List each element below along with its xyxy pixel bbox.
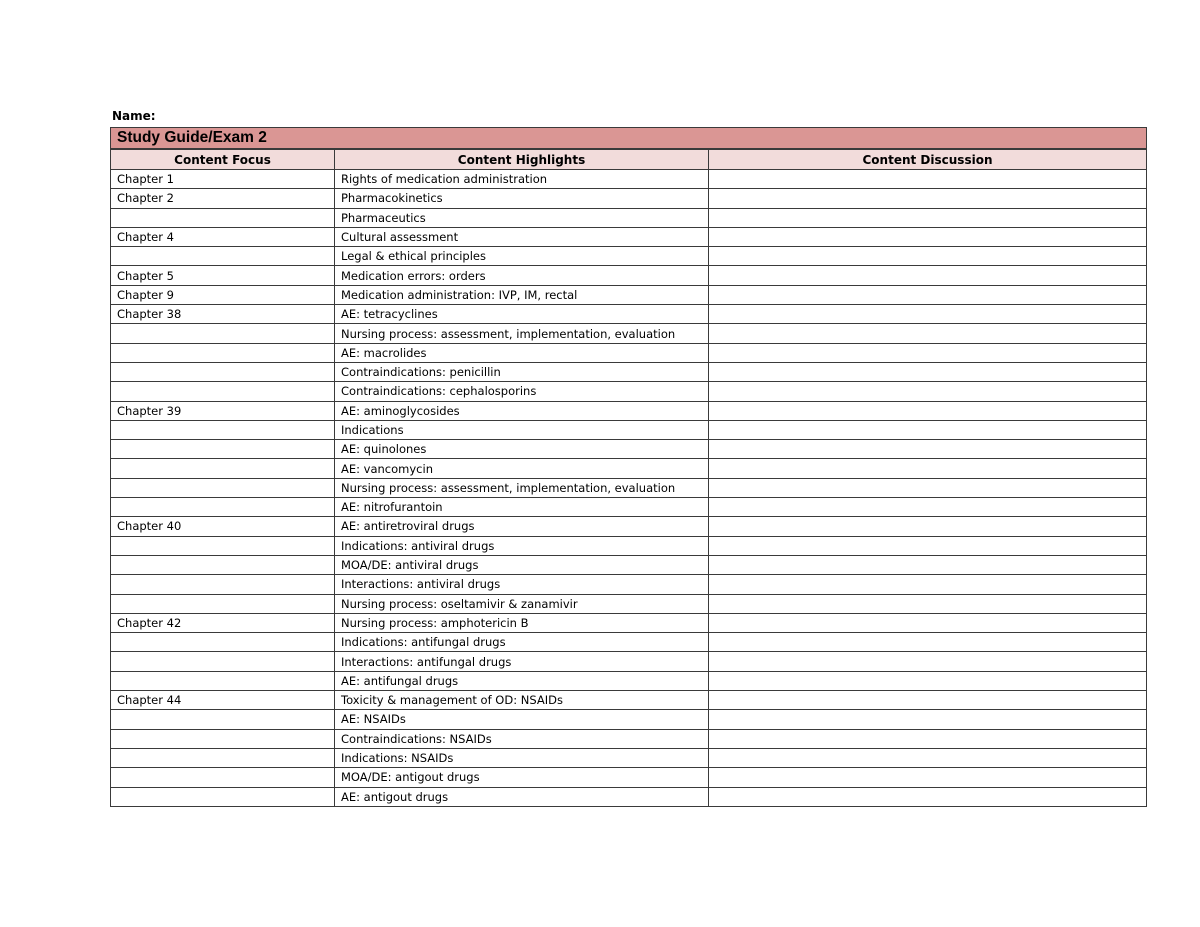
table-row <box>111 671 1147 690</box>
content-discussion-cell[interactable] <box>709 170 1147 189</box>
table-row <box>111 748 1147 767</box>
table-row <box>111 170 1147 189</box>
content-discussion-cell[interactable] <box>709 478 1147 497</box>
content-discussion-cell[interactable] <box>709 652 1147 671</box>
table-row <box>111 401 1147 420</box>
content-highlights-cell: Indications <box>335 420 709 439</box>
content-focus-cell <box>111 768 335 787</box>
content-focus-cell: Chapter 39 <box>111 401 335 420</box>
table-row <box>111 691 1147 710</box>
content-focus-cell: Chapter 2 <box>111 189 335 208</box>
content-highlights-cell: Nursing process: assessment, implementation, evaluation <box>335 478 709 497</box>
content-discussion-cell[interactable] <box>709 710 1147 729</box>
content-highlights-cell: Medication errors: orders <box>335 266 709 285</box>
content-discussion-cell[interactable] <box>709 729 1147 748</box>
study-guide-table <box>110 127 1147 807</box>
content-focus-cell: Chapter 40 <box>111 517 335 536</box>
content-discussion-cell[interactable] <box>709 671 1147 690</box>
table-title: Study Guide/Exam 2 <box>111 128 1147 150</box>
content-focus-cell <box>111 652 335 671</box>
content-focus-cell: Chapter 44 <box>111 691 335 710</box>
content-highlights-cell: AE: antigout drugs <box>335 787 709 806</box>
content-highlights-cell: AE: nitrofurantoin <box>335 498 709 517</box>
table-row <box>111 227 1147 246</box>
content-highlights-cell: Nursing process: oseltamivir & zanamivir <box>335 594 709 613</box>
content-discussion-cell[interactable] <box>709 420 1147 439</box>
content-discussion-cell[interactable] <box>709 401 1147 420</box>
content-discussion-cell[interactable] <box>709 189 1147 208</box>
content-discussion-cell[interactable] <box>709 324 1147 343</box>
content-highlights-cell: Indications: antiviral drugs <box>335 536 709 555</box>
content-discussion-cell[interactable] <box>709 440 1147 459</box>
content-focus-cell: Chapter 5 <box>111 266 335 285</box>
content-discussion-cell[interactable] <box>709 459 1147 478</box>
table-row <box>111 613 1147 632</box>
table-row <box>111 382 1147 401</box>
content-highlights-cell: Contraindications: penicillin <box>335 362 709 381</box>
header-content-highlights: Content Highlights <box>335 149 709 170</box>
content-focus-cell <box>111 787 335 806</box>
content-highlights-cell: AE: antiretroviral drugs <box>335 517 709 536</box>
content-highlights-cell: AE: tetracyclines <box>335 305 709 324</box>
content-focus-cell: Chapter 1 <box>111 170 335 189</box>
table-row <box>111 787 1147 806</box>
table-row <box>111 343 1147 362</box>
content-highlights-cell: Legal & ethical principles <box>335 247 709 266</box>
content-discussion-cell[interactable] <box>709 613 1147 632</box>
content-focus-cell <box>111 478 335 497</box>
content-highlights-cell: Indications: antifungal drugs <box>335 633 709 652</box>
table-row <box>111 324 1147 343</box>
content-discussion-cell[interactable] <box>709 285 1147 304</box>
content-focus-cell <box>111 729 335 748</box>
content-highlights-cell: AE: macrolides <box>335 343 709 362</box>
content-focus-cell <box>111 343 335 362</box>
content-highlights-cell: Pharmacokinetics <box>335 189 709 208</box>
content-highlights-cell: AE: vancomycin <box>335 459 709 478</box>
name-label: Name: <box>112 109 156 123</box>
table-row <box>111 478 1147 497</box>
content-highlights-cell: Interactions: antifungal drugs <box>335 652 709 671</box>
content-discussion-cell[interactable] <box>709 362 1147 381</box>
content-focus-cell <box>111 247 335 266</box>
content-focus-cell <box>111 459 335 478</box>
content-discussion-cell[interactable] <box>709 633 1147 652</box>
header-content-discussion: Content Discussion <box>709 149 1147 170</box>
content-focus-cell: Chapter 38 <box>111 305 335 324</box>
table-row <box>111 362 1147 381</box>
content-discussion-cell[interactable] <box>709 382 1147 401</box>
content-highlights-cell: MOA/DE: antigout drugs <box>335 768 709 787</box>
content-discussion-cell[interactable] <box>709 305 1147 324</box>
content-highlights-cell: AE: NSAIDs <box>335 710 709 729</box>
content-highlights-cell: Contraindications: NSAIDs <box>335 729 709 748</box>
header-content-focus: Content Focus <box>111 149 335 170</box>
table-row <box>111 729 1147 748</box>
content-discussion-cell[interactable] <box>709 594 1147 613</box>
content-focus-cell: Chapter 9 <box>111 285 335 304</box>
table-row <box>111 536 1147 555</box>
content-discussion-cell[interactable] <box>709 343 1147 362</box>
table-row <box>111 208 1147 227</box>
content-discussion-cell[interactable] <box>709 498 1147 517</box>
table-row <box>111 652 1147 671</box>
content-discussion-cell[interactable] <box>709 555 1147 574</box>
content-focus-cell <box>111 440 335 459</box>
table-row <box>111 305 1147 324</box>
content-discussion-cell[interactable] <box>709 208 1147 227</box>
content-discussion-cell[interactable] <box>709 517 1147 536</box>
content-discussion-cell[interactable] <box>709 266 1147 285</box>
content-focus-cell <box>111 420 335 439</box>
content-highlights-cell: Pharmaceutics <box>335 208 709 227</box>
content-highlights-cell: Medication administration: IVP, IM, rectal <box>335 285 709 304</box>
content-highlights-cell: Cultural assessment <box>335 227 709 246</box>
content-focus-cell <box>111 208 335 227</box>
content-focus-cell <box>111 555 335 574</box>
content-focus-cell: Chapter 42 <box>111 613 335 632</box>
table-row <box>111 633 1147 652</box>
table-row <box>111 247 1147 266</box>
content-focus-cell <box>111 710 335 729</box>
content-discussion-cell[interactable] <box>709 227 1147 246</box>
content-focus-cell <box>111 362 335 381</box>
content-focus-cell <box>111 536 335 555</box>
table-row <box>111 498 1147 517</box>
content-focus-cell <box>111 594 335 613</box>
table-row <box>111 285 1147 304</box>
content-highlights-cell: AE: quinolones <box>335 440 709 459</box>
content-highlights-cell: Toxicity & management of OD: NSAIDs <box>335 691 709 710</box>
content-highlights-cell: AE: aminoglycosides <box>335 401 709 420</box>
content-focus-cell <box>111 575 335 594</box>
table-row <box>111 189 1147 208</box>
content-highlights-cell: Nursing process: amphotericin B <box>335 613 709 632</box>
content-highlights-cell: Indications: NSAIDs <box>335 748 709 767</box>
table-row <box>111 266 1147 285</box>
content-highlights-cell: MOA/DE: antiviral drugs <box>335 555 709 574</box>
table-row <box>111 420 1147 439</box>
table-row <box>111 575 1147 594</box>
table-row <box>111 768 1147 787</box>
content-focus-cell <box>111 633 335 652</box>
content-focus-cell <box>111 748 335 767</box>
content-discussion-cell[interactable] <box>709 536 1147 555</box>
content-discussion-cell[interactable] <box>709 691 1147 710</box>
table-row <box>111 517 1147 536</box>
content-discussion-cell[interactable] <box>709 247 1147 266</box>
content-highlights-cell: AE: antifungal drugs <box>335 671 709 690</box>
content-focus-cell <box>111 324 335 343</box>
table-row <box>111 459 1147 478</box>
header-row <box>111 149 1147 170</box>
content-discussion-cell[interactable] <box>709 768 1147 787</box>
table-row <box>111 555 1147 574</box>
content-focus-cell <box>111 382 335 401</box>
content-discussion-cell[interactable] <box>709 748 1147 767</box>
content-focus-cell <box>111 498 335 517</box>
content-highlights-cell: Rights of medication administration <box>335 170 709 189</box>
table-row <box>111 440 1147 459</box>
content-highlights-cell: Nursing process: assessment, implementation, evaluation <box>335 324 709 343</box>
content-focus-cell: Chapter 4 <box>111 227 335 246</box>
content-discussion-cell[interactable] <box>709 787 1147 806</box>
title-row <box>111 128 1147 150</box>
content-discussion-cell[interactable] <box>709 575 1147 594</box>
content-highlights-cell: Contraindications: cephalosporins <box>335 382 709 401</box>
content-highlights-cell: Interactions: antiviral drugs <box>335 575 709 594</box>
table-row <box>111 710 1147 729</box>
table-row <box>111 594 1147 613</box>
content-focus-cell <box>111 671 335 690</box>
